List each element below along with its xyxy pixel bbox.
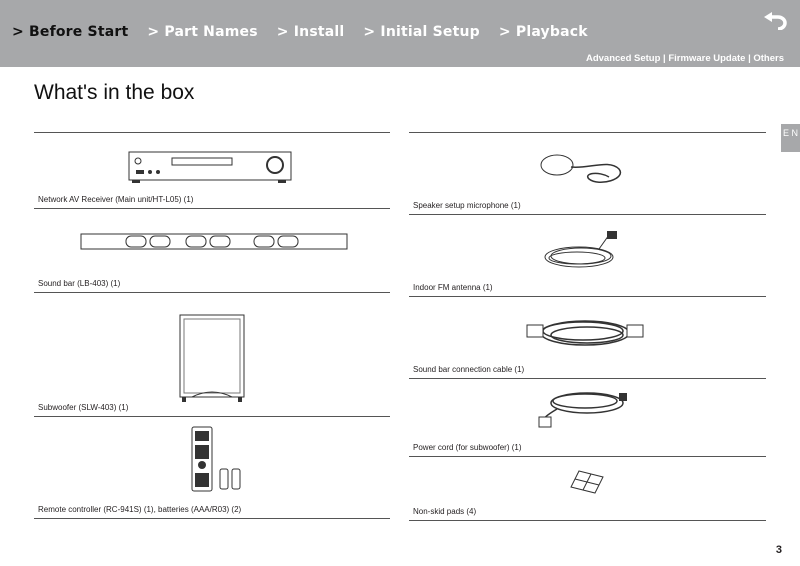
power-cord-image xyxy=(537,387,629,429)
remote-and-batteries-image xyxy=(190,425,248,495)
back-arrow-icon[interactable] xyxy=(762,8,790,30)
main-nav xyxy=(12,24,588,40)
list-item xyxy=(34,209,390,293)
list-item xyxy=(409,379,766,457)
nav-initial-setup[interactable]: > Initial Setup xyxy=(363,24,480,40)
sub-nav xyxy=(586,53,784,64)
page-number: 3 xyxy=(775,544,782,556)
item-caption: Remote controller (RC-941S) (1), batteries (AAA/R03) (2) xyxy=(38,505,242,514)
language-tab[interactable]: E N xyxy=(781,124,800,152)
microphone-image xyxy=(539,149,629,191)
av-receiver-image xyxy=(128,151,293,185)
subwoofer-image xyxy=(178,313,246,405)
link-others[interactable]: Others xyxy=(753,53,784,64)
list-item xyxy=(409,297,766,379)
link-advanced-setup[interactable]: Advanced Setup xyxy=(585,53,661,64)
item-caption: Sound bar (LB-403) (1) xyxy=(38,279,121,288)
separator: | xyxy=(745,53,754,64)
non-skid-pads-image xyxy=(567,469,607,495)
list-item xyxy=(409,215,766,297)
list-item xyxy=(34,417,390,519)
right-item-list xyxy=(409,132,766,521)
nav-part-names[interactable]: > Part Names xyxy=(147,24,258,40)
header-bar xyxy=(0,0,800,67)
item-caption: Indoor FM antenna (1) xyxy=(413,283,493,292)
nav-playback[interactable]: > Playback xyxy=(498,24,588,40)
list-item xyxy=(34,293,390,417)
list-item xyxy=(34,133,390,209)
item-caption: Power cord (for subwoofer) (1) xyxy=(413,443,522,452)
item-caption: Speaker setup microphone (1) xyxy=(413,201,521,210)
item-caption: Non-skid pads (4) xyxy=(413,507,477,516)
item-caption: Sound bar connection cable (1) xyxy=(413,365,525,374)
nav-before-start[interactable]: > Before Start xyxy=(12,24,129,40)
link-firmware-update[interactable]: Firmware Update xyxy=(668,53,746,64)
item-caption: Network AV Receiver (Main unit/HT-L05) (1) xyxy=(38,195,194,204)
left-item-list xyxy=(34,132,390,519)
item-caption: Subwoofer (SLW-403) (1) xyxy=(38,403,129,412)
fm-antenna-image xyxy=(539,229,629,273)
sound-bar-image xyxy=(80,231,350,253)
nav-install[interactable]: > Install xyxy=(276,24,345,40)
separator: | xyxy=(660,53,669,64)
list-item xyxy=(409,457,766,521)
sound-bar-cable-image xyxy=(523,311,649,355)
page-title: What's in the box xyxy=(34,81,195,104)
list-item xyxy=(409,133,766,215)
